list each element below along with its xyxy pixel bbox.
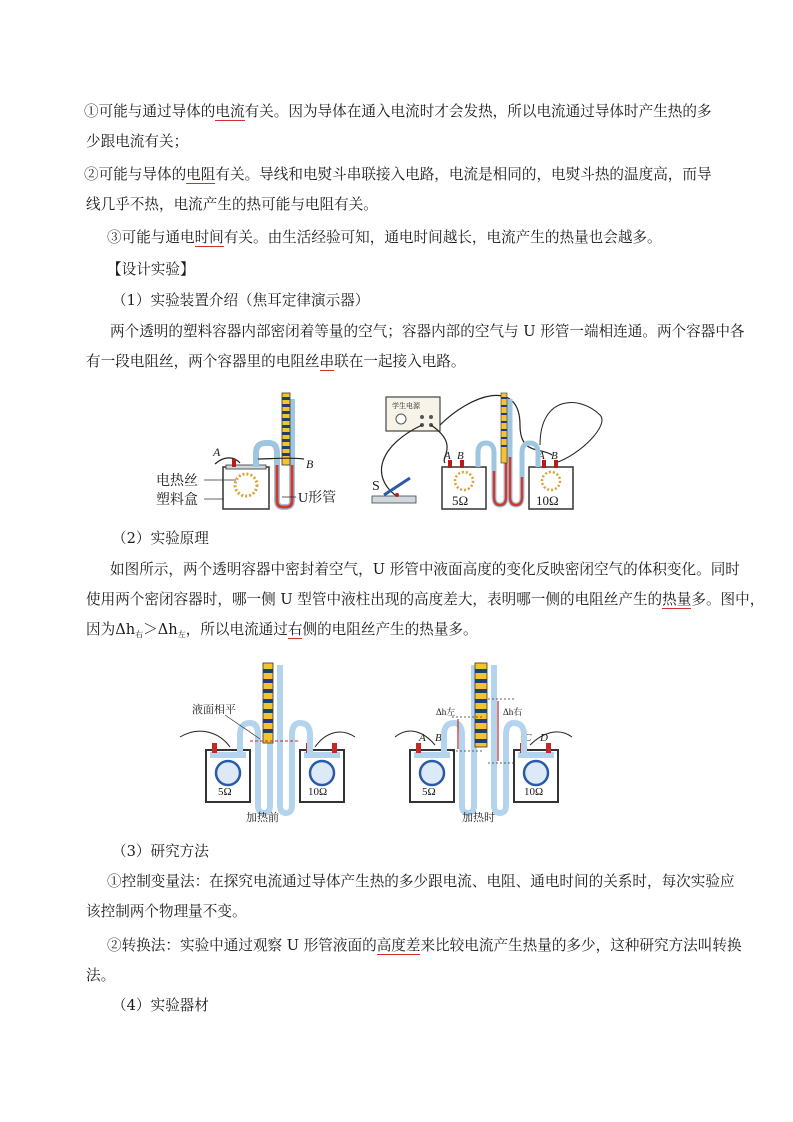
fig1-label-A3: A	[538, 450, 545, 462]
during-res-10: 10Ω	[524, 786, 544, 798]
s2-keyword: 热量	[662, 591, 692, 608]
hypothesis-3	[107, 228, 662, 248]
s1-text-2: 联在一起接入电路。	[334, 353, 466, 370]
fig2-label-C: C	[524, 732, 532, 744]
m2-text: ②转换法：实验中通过观察 U 形管液面的	[107, 937, 377, 954]
dh-left-label: Δh左	[436, 707, 456, 717]
during-heating	[395, 663, 572, 824]
during-res-5: 5Ω	[422, 786, 436, 798]
h2-keyword: 电阻	[186, 166, 216, 183]
h3-keyword: 时间	[194, 229, 224, 246]
m2-text-2: 来比较电流产生热量的多少，这种研究方法叫转换	[420, 937, 742, 954]
label-S: S	[372, 479, 380, 494]
figure-joule-apparatus	[140, 385, 660, 515]
fig2-label-B: B	[435, 732, 442, 744]
section1-para-line2	[86, 352, 465, 372]
section4-title: （4）实验器材	[112, 997, 209, 1014]
s2-text-4: 侧的电阻丝产生的热量多。	[302, 621, 478, 638]
h1-prefix: ①可能与通过导体的	[84, 103, 216, 120]
s2-sub-2: 左	[177, 630, 186, 639]
h3-prefix: ③可能与通电	[107, 229, 195, 246]
h1-keyword: 电流	[215, 103, 245, 120]
res-5-label: 5Ω	[452, 493, 469, 508]
fig1-label-B2: B	[457, 450, 464, 462]
method1-line2: 该控制两个物理量不变。	[86, 903, 247, 920]
h3-text: 有关。由生活经验可知，通电时间越长，电流产生的热量也会越多。	[223, 229, 662, 246]
hypothesis-2-line2	[86, 195, 378, 215]
dh-right-label: Δh右	[503, 707, 523, 717]
res-10-label: 10Ω	[536, 493, 559, 508]
hypothesis-1-line2	[86, 132, 188, 152]
figure-heating-comparison	[170, 655, 620, 825]
h1-text: 有关。因为导体在通入电流时才会发热，所以电流通过导体时产生热的多	[244, 103, 712, 120]
circuit-apparatus	[372, 393, 602, 509]
design-heading: 【设计实验】	[107, 261, 195, 278]
fig1-label-B3: B	[551, 450, 558, 462]
section1-title: （1）实验装置介绍（焦耳定律演示器）	[112, 292, 370, 309]
switch-lever	[384, 478, 410, 495]
s2-keyword-2: 右	[287, 621, 303, 638]
label-B: B	[306, 457, 314, 471]
method2-line2: 法。	[86, 967, 116, 984]
hypothesis-1-line1	[84, 102, 712, 122]
label-box: 塑料盒	[156, 493, 198, 508]
switch-base	[372, 496, 416, 503]
s2-delta-2: ＞Δh	[143, 621, 178, 638]
h2-text-2: 线几乎不热，电流产生的热可能与电阻有关。	[86, 196, 378, 213]
section2-para-line3	[86, 620, 478, 645]
heater-coil	[235, 474, 257, 496]
level-label: 液面相平	[192, 704, 236, 716]
before-caption: 加热前	[246, 812, 279, 824]
fig2-label-A: A	[419, 732, 426, 744]
section2-title: （2）实验原理	[112, 530, 209, 547]
label-utube: U形管	[298, 491, 337, 506]
scale-stripes	[282, 397, 290, 456]
during-caption: 加热时	[462, 812, 495, 824]
m2-keyword: 高度差	[376, 937, 421, 954]
method2-line1	[107, 936, 742, 956]
method1-line1: ①控制变量法：在探究电流通过导体产生热的多少跟电流、电阻、通电时间的关系时，每次实验应	[107, 873, 735, 890]
s2-text: 使用两个密闭容器时，哪一侧 U 型管中液柱出现的高度差大，表明哪一侧的电阻丝产生的	[86, 591, 663, 608]
h1-text-2: 少跟电流有关；	[86, 133, 189, 150]
during-scale	[475, 663, 487, 747]
s2-text-3: ，所以电流通过	[185, 621, 288, 638]
label-A: A	[213, 445, 221, 459]
before-res-5: 5Ω	[218, 786, 232, 798]
before-heating	[180, 663, 355, 824]
label-heater: 电热丝	[156, 474, 198, 489]
fig2-label-D: D	[540, 732, 548, 744]
s2-sub-1: 右	[135, 630, 144, 639]
power-knob	[396, 414, 406, 424]
s1-keyword: 串	[319, 353, 335, 370]
section2-para-line1: 如图所示，两个透明容器中密封着空气，U 形管中液面高度的变化反映密闭空气的体积变化。同时	[110, 561, 740, 578]
before-res-10: 10Ω	[308, 786, 328, 798]
s1-text: 有一段电阻丝，两个容器里的电阻丝	[86, 353, 320, 370]
single-apparatus	[156, 393, 336, 509]
power-label: 学生电源	[392, 402, 420, 410]
hypothesis-2-line1	[84, 165, 712, 185]
h2-prefix: ②可能与导体的	[84, 166, 187, 183]
s2-delta-1: 因为Δh	[86, 621, 136, 638]
s2-text-2: 多。图中，	[691, 591, 765, 608]
section3-title: （3）研究方法	[112, 843, 209, 860]
fig1-label-A2: A	[444, 450, 451, 462]
section1-para-line1: 两个透明的塑料容器内部密闭着等量的空气；容器内部的空气与 U 形管一端相连通。两个容器中各	[110, 323, 745, 340]
section2-para-line2	[86, 590, 764, 610]
h2-text: 有关。导线和电熨斗串联接入电路，电流是相同的，电熨斗热的温度高，而导	[215, 166, 712, 183]
